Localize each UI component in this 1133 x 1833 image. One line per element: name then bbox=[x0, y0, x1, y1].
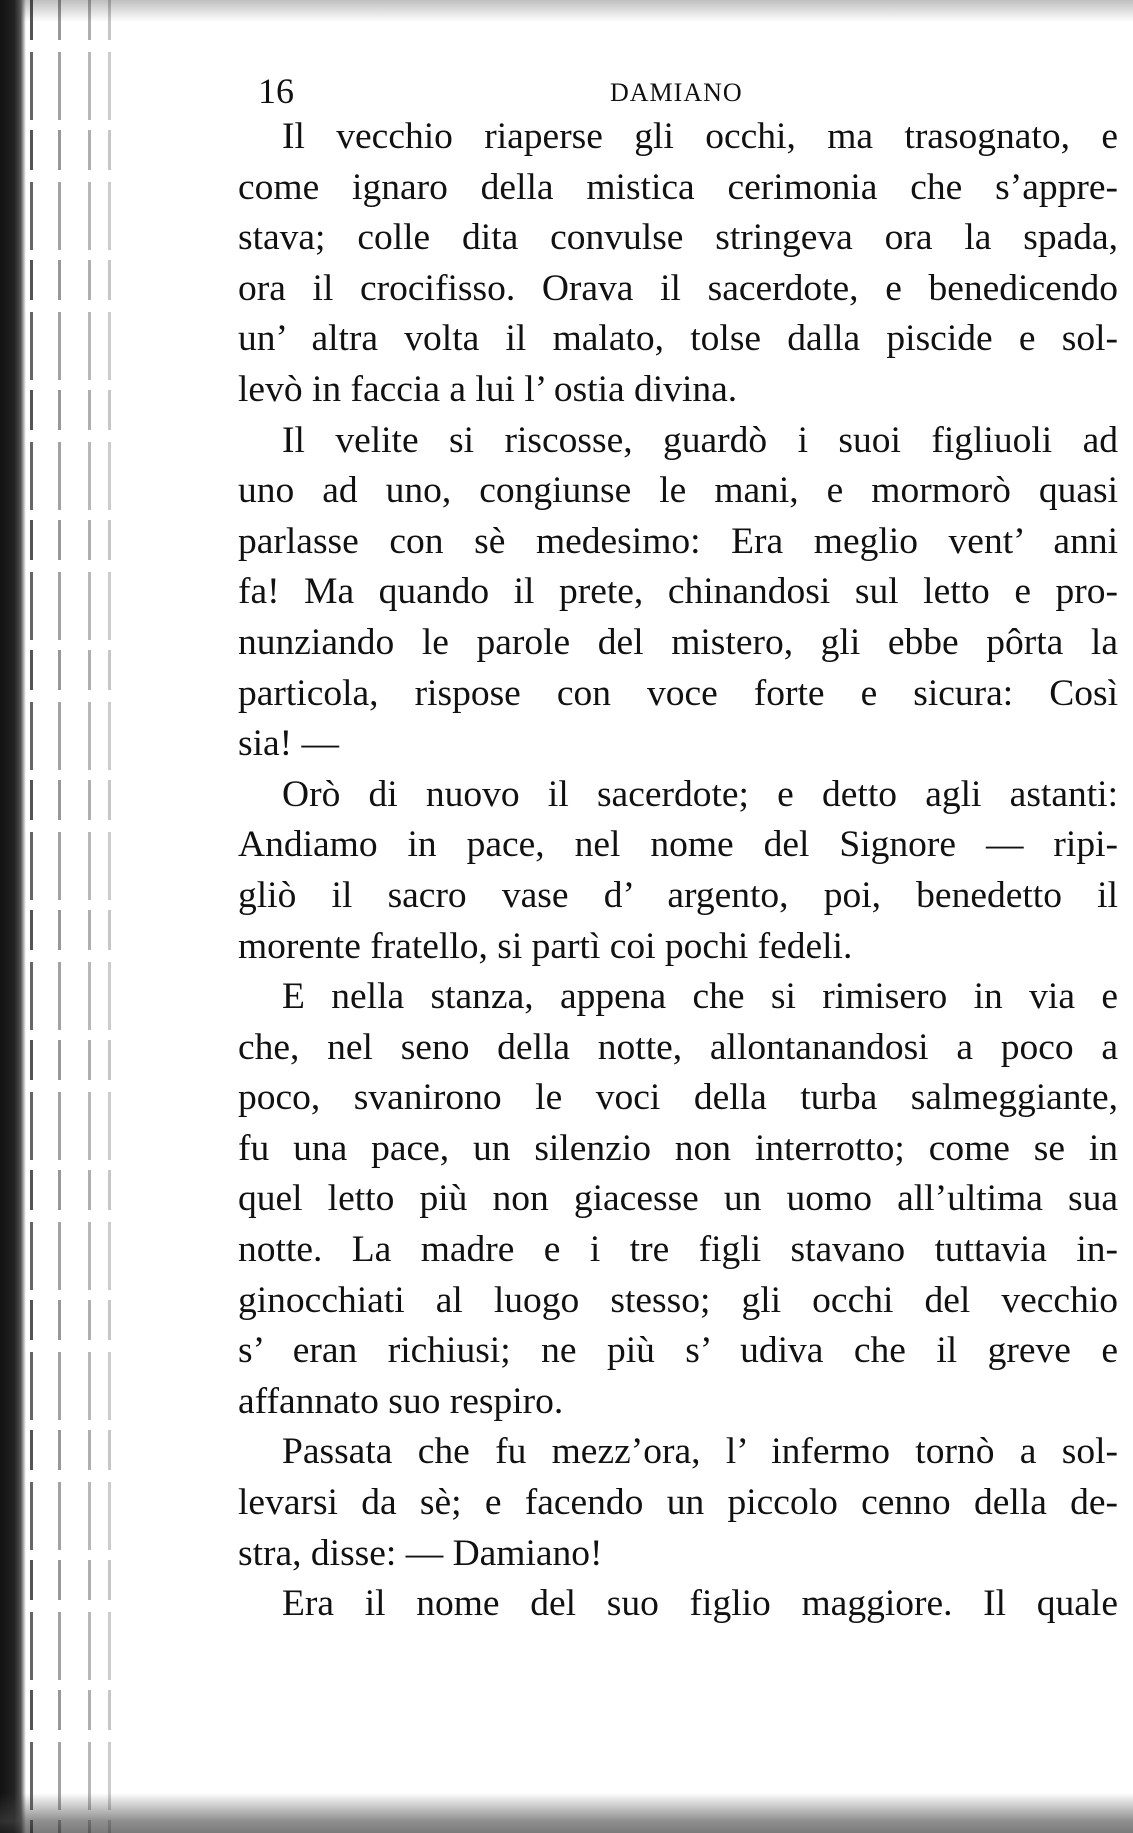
scan-binding-edge bbox=[0, 0, 26, 1833]
text-line: uno ad uno, congiunse le mani, e mormorò quasi bbox=[238, 470, 1118, 512]
text-line: stava; colle dita convulse stringeva ora la spada, bbox=[238, 217, 1118, 259]
scan-bottom-shadow bbox=[0, 1793, 1133, 1833]
text-line: nunziando le parole del mistero, gli ebbe pôrta la bbox=[238, 621, 1118, 663]
text-line: notte. La madre e i tre figli stavano tuttavia in- bbox=[238, 1229, 1118, 1271]
running-title: DAMIANO bbox=[610, 78, 743, 107]
body-text bbox=[238, 112, 1118, 1630]
text-line: ginocchiati al luogo stesso; gli occhi del vecchio bbox=[238, 1279, 1118, 1321]
scan-binding-streak bbox=[30, 0, 33, 1833]
text-line: Il velite si riscosse, guardò i suoi figliuoli ad bbox=[282, 419, 1118, 461]
text-line: levarsi da sè; e facendo un piccolo cenno della de- bbox=[238, 1482, 1118, 1524]
text-line: un’ altra volta il malato, tolse dalla piscide e sol- bbox=[238, 318, 1118, 360]
scan-top-shadow bbox=[0, 0, 1133, 22]
page-number: 16 bbox=[258, 71, 294, 111]
text-line: parlasse con sè medesimo: Era meglio vent’ anni bbox=[238, 520, 1118, 562]
text-line: Passata che fu mezz’ora, l’ infermo tornò a sol- bbox=[282, 1431, 1118, 1473]
text-line: particola, rispose con voce forte e sicura: Così bbox=[238, 672, 1118, 714]
scan-binding-streak bbox=[108, 0, 111, 1833]
text-line: poco, svanirono le voci della turba salmeggiante, bbox=[238, 1077, 1118, 1119]
text-line: ora il crocifisso. Orava il sacerdote, e benedicendo bbox=[238, 267, 1118, 309]
text-line: levò in faccia a lui l’ ostia divina. bbox=[238, 368, 738, 410]
text-line: quel letto più non giacesse un uomo all’ultima sua bbox=[238, 1178, 1118, 1220]
text-line: s’ eran richiusi; ne più s’ udiva che il greve e bbox=[238, 1330, 1118, 1372]
scan-binding-streak bbox=[88, 0, 91, 1833]
text-line: Il vecchio riaperse gli occhi, ma trasognato, e bbox=[282, 116, 1118, 157]
text-line: stra, disse: — Damiano! bbox=[238, 1532, 603, 1574]
text-line: sia! — bbox=[238, 723, 340, 765]
scan-binding-streak bbox=[58, 0, 61, 1833]
text-line: fa! Ma quando il prete, chinandosi sul letto e pro- bbox=[238, 571, 1118, 613]
text-line: che, nel seno della notte, allontanandosi a poco a bbox=[238, 1026, 1118, 1068]
text-line: affannato suo respiro. bbox=[238, 1380, 564, 1422]
text-line: Andiamo in pace, nel nome del Signore — ripi- bbox=[238, 824, 1118, 866]
text-line: Orò di nuovo il sacerdote; e detto agli astanti: bbox=[282, 773, 1118, 815]
text-line: come ignaro della mistica cerimonia che s’appre- bbox=[238, 166, 1118, 208]
text-line: Era il nome del suo figlio maggiore. Il quale bbox=[282, 1583, 1118, 1625]
page-header bbox=[0, 64, 1133, 116]
text-line: morente fratello, si partì coi pochi fedeli. bbox=[238, 925, 853, 967]
text-line: fu una pace, un silenzio non interrotto; come se in bbox=[238, 1127, 1118, 1169]
text-line: E nella stanza, appena che si rimisero in via e bbox=[282, 976, 1118, 1018]
text-line: gliò il sacro vase d’ argento, poi, benedetto il bbox=[238, 874, 1118, 916]
